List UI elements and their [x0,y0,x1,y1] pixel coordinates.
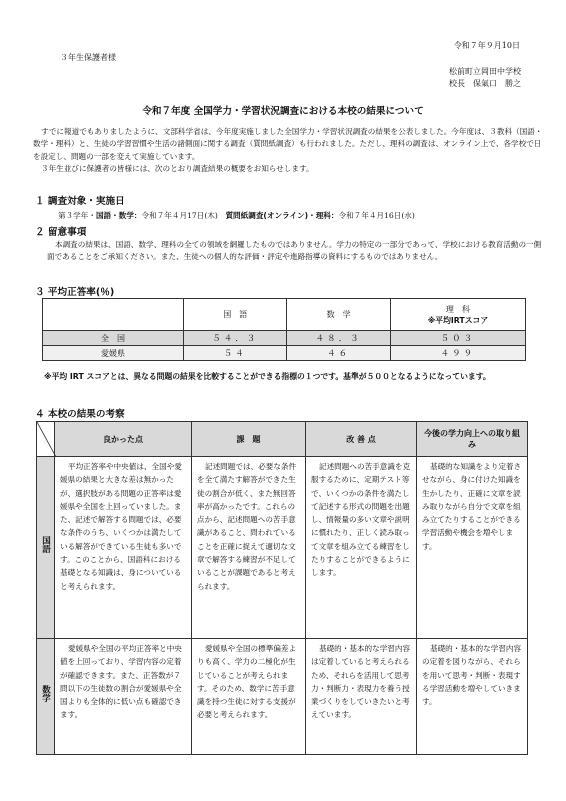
diagonal-line [37,422,56,457]
issues-cell: 愛媛県や全国の標準偏差よりも高く、学力の二極化が生じていることが考えられます。そのため、数学に苦手意識を持つ生徒に対する支援が必要と考えられます。 [192,639,306,755]
score-table [42,298,526,361]
table-row [43,331,526,346]
subjects-date: 令和７年４月17日(木) [141,211,226,220]
table-row [43,346,526,361]
col-science-sub: ※平均IRTスコア [427,315,489,325]
intro-paragraph: ３年生並びに保護者の皆様には、次のとおり調査結果の概要をお知らせします。 [41,164,314,174]
intro-paragraph: すでに報道でもありましたように、文部科学省は、今年度実施しました全国学力・学習状況調査の結果を公表しました。今年度は、３教科（国語・数学・理科）と、生徒の学習習慣や生活の諸側面に関する調査（質問紙調査）も行われました。ただし、理科の調査は、オンライン上で、各学校で日を設定し、問題の一部を変えて実施しています。 [33,127,543,161]
score-math: ４６ [287,346,390,361]
survey-date: 令和７年４月16日(水) [338,211,415,220]
principal-name: 校長 保氣口 勝之 [449,79,521,88]
subject-name: 数学 [40,685,51,702]
score-science: ４９９ [390,346,525,361]
section-1-heading: １ 調査対象・実施日 [35,196,125,207]
survey-label: 質問紙調査(オンライン)・理科： [225,211,339,220]
corner-cell [43,299,184,331]
improve-cell: 記述問題への苦手意識を克服するために、定期テスト等で、いくつかの条件を満たして記述する形式の問題を出題し、情報量の多い文章や説明に慣れたり、正しく読み取って文章を組み立てる練習をしたりすることができるようにします。 [306,457,417,639]
header-future: 今後の学力向上への取り組み [417,422,528,457]
score-japanese: ５４．３ [184,331,287,346]
results-header-row [37,422,528,457]
irt-note: ※平均 IRT スコアとは、異なる問題の結果を比較することができる指標の１つです。基準が５００となるようになっています。 [44,372,491,381]
section-2-heading: ２ 留意事項 [35,227,87,238]
row-label: 全 国 [43,331,184,346]
score-japanese: ５４ [184,346,287,361]
col-japanese: 国 語 [184,299,287,331]
col-science-label: 理 科 [445,304,470,314]
intro-text [33,126,543,176]
table-row [37,639,528,755]
section-1-body [58,210,415,221]
col-science [390,299,525,331]
results-table [36,421,528,755]
document-date: 令和７年９月10日 [453,41,520,50]
improve-cell: 基礎的・基本的な学習内容は定着していると考えられるため、それらを活用して思考力・判断力・表現力を養う授業づくりをしていきたいと考えています。 [306,639,417,755]
section-3-heading: ３ 平均正答率(％) [35,287,115,298]
target-grade: 第３学年・ [58,211,96,220]
col-math: 数 学 [287,299,390,331]
school-name: 松前町立岡田中学校 [449,67,521,76]
subject-label [37,457,55,639]
row-label: 愛媛県 [43,346,184,361]
score-science: ５０３ [390,331,525,346]
addressee: ３年生保護者様 [60,53,116,62]
issues-cell: 記述問題では、必要な条件を全て満たす解答ができた生徒の割合が低く、また無回答率が高かったです。これらの点から、記述問題への苦手意識があること、問われていることを正確に捉えて適切な文章で解答する練習が不足していることが課題であると考えられます。 [192,457,306,639]
notice-paragraph: 本調査の結果は、国語、数学、理科の全ての領域を網羅したものではありません。学力の特定の一部分であって、学校における教育活動の一側面であることをご承知ください。また、生徒への個人的な評価・評定や進路指導の資料にするものではありません。 [47,240,542,262]
header-good: 良かった点 [55,422,192,457]
school-info [449,66,521,90]
section-4-heading: ４ 本校の結果の考察 [35,409,125,420]
future-cell: 基礎的な知識をより定着させながら、身に付けた知識を生かしたり、正確に文章を読み取りながら自分で文章を組み立てたりすることができる学習活動や機会を増やします。 [417,457,528,639]
corner-cell [37,422,55,457]
subject-name: 国語 [40,536,51,553]
header-improve: 改 善 点 [306,422,417,457]
score-table-header [43,299,526,331]
future-cell: 基礎的・基本的な学習内容の定着を図りながら、それらを用いて思考・判断・表現する学習活動を増やしていきます。 [417,639,528,755]
good-cell: 平均正答率や中央値は、全国や愛媛県の結果と大きな差は無かったが、選択肢がある問題の正答率は愛媛県や全国を上回っていました。また、記述で解答する問題では、必要な条件のうち、いくつかは満たしている解答ができている生徒も多いです。このことから、国語科における基礎となる知識は、身についていると考えられます。 [55,457,192,639]
document-title: 令和７年度 全国学力・学習状況調査における本校の結果について [142,106,424,117]
section-2-body [47,239,542,264]
good-cell: 愛媛県や全国の平均正答率と中央値を上回っており、学習内容の定着が確認できます。また、正答数が７問以下の生徒数の割合が愛媛県や全国よりも全体的に低い点も確認できます。 [55,639,192,755]
table-row [37,457,528,639]
header-issues: 課 題 [192,422,306,457]
score-math: ４８．３ [287,331,390,346]
subjects-label: 国語・数学： [95,211,142,220]
subject-label [37,639,55,755]
